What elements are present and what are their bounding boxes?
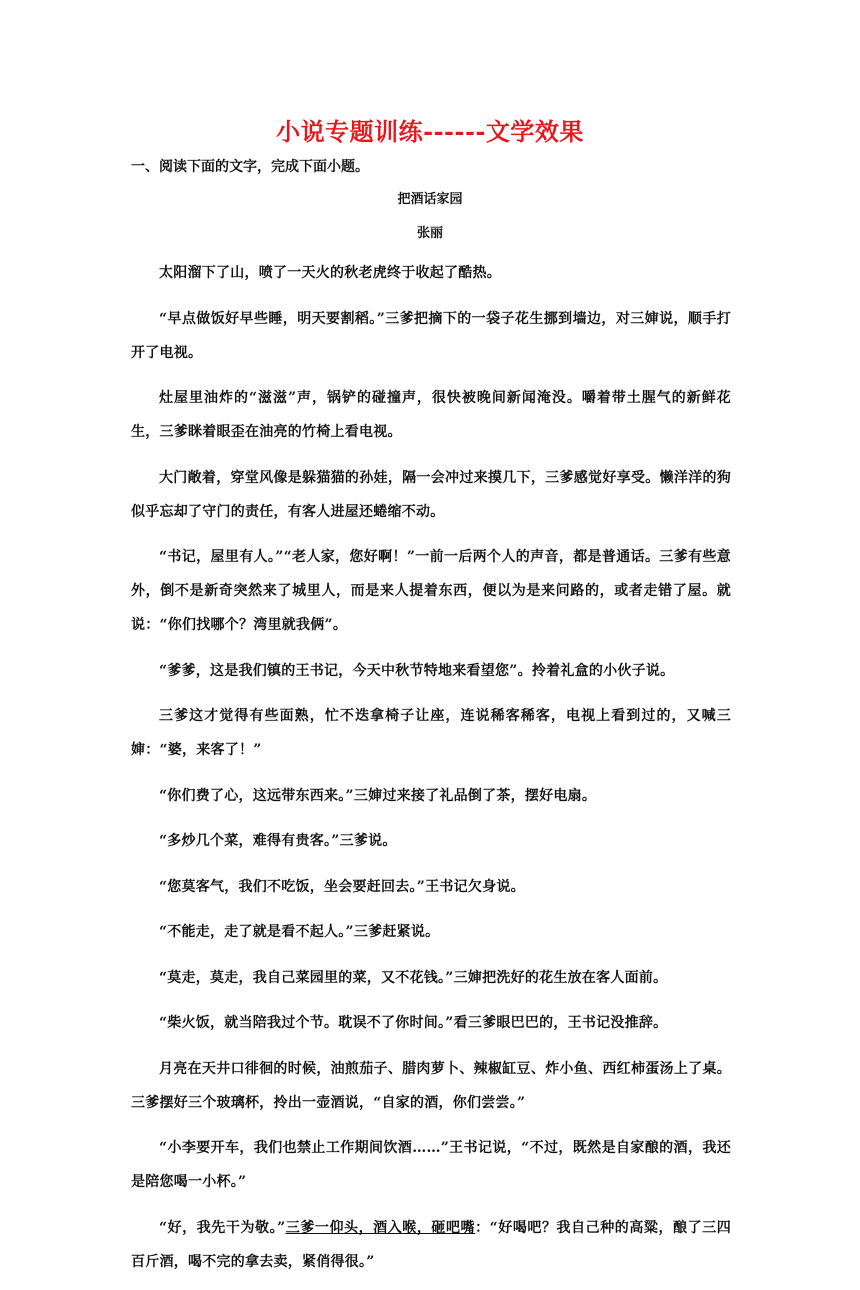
- last-paragraph-end: ：“好喝吧？我自己种的高粱，酿了三四百斤酒，喝不完的拿去卖，紧俏得很。”: [131, 1219, 731, 1270]
- paragraph: “早点做饭好早些睡，明天要割稻。”三爹把摘下的一袋子花生挪到墙边，对三婶说，顺手打开了电视。: [131, 310, 731, 361]
- paragraph: “您莫客气，我们不吃饭，坐会要赶回去。”王书记欠身说。: [159, 878, 525, 895]
- paragraph: 月亮在天井口徘徊的时候，油煎茄子、腊肉萝卜、辣椒缸豆、炸小鱼、西红柿蛋汤上了桌。三爹摆好三个玻璃杯，拎出一壶酒说，“自家的酒，你们尝尝。”: [131, 1060, 731, 1111]
- story-body: [131, 256, 731, 1290]
- paragraph: 大门敞着，穿堂风像是躲猫猫的孙娃，隔一会冲过来摸几下，三爹感觉好享受。懒洋洋的狗似乎忘却了守门的责任，有客人进屋还蜷缩不动。: [131, 469, 731, 520]
- story-author: 张丽: [416, 226, 443, 241]
- underlined-sentence: 三爹一仰头，酒入喉，砸吧嘴: [285, 1219, 476, 1236]
- paragraph: 太阳溜下了山，喷了一天火的秋老虎终于收起了酷热。: [159, 265, 501, 281]
- paragraph: “你们费了心，这远带东西来。”三婶过来接了礼品倒了茶，摆好电扇。: [159, 787, 597, 804]
- paragraph: “书记，屋里有人。”“老人家，您好啊！”一前一后两个人的声音，都是普通话。三爹有些意外，倒不是新奇突然来了城里人，而是来人提着东西，便以为是来问路的，或者走错了屋。就说：“你们找哪个？湾里就我俩”。: [131, 549, 731, 633]
- last-paragraph: [131, 1211, 731, 1279]
- paragraph: “爹爹，这是我们镇的王书记，今天中秋节特地来看望您”。拎着礼盒的小伙子说。: [159, 662, 675, 679]
- last-paragraph-start: “好，我先干为敬。”: [159, 1219, 286, 1236]
- paragraph: 三爹这才觉得有些面熟，忙不迭拿椅子让座，连说稀客稀客，电视上看到过的，又喊三婶：“婆，来客了！”: [131, 708, 731, 758]
- paragraph: “柴火饭，就当陪我过个节。耽误不了你时间。”看三爹眼巴巴的，王书记没推辞。: [159, 1015, 668, 1031]
- paragraph: “小李要开车，我们也禁止工作期间饮酒……”王书记说，“不过，既然是自家酿的酒，我还是陪您喝一小杯。”: [131, 1140, 731, 1190]
- paragraph: “不能走，走了就是看不起人。”三爹赶紧说。: [159, 924, 440, 940]
- paragraph: “多炒几个菜，难得有贵客。”三爹说。: [159, 833, 397, 849]
- story-title: 把酒话家园: [397, 192, 463, 207]
- paragraph: “莫走，莫走，我自己菜园里的菜，又不花钱。”三婶把洗好的花生放在客人面前。: [159, 969, 668, 986]
- paragraph: 灶屋里油炸的“滋滋”声，锅铲的碰撞声，很快被晚间新闻淹没。嚼着带土腥气的新鲜花生，三爹眯着眼歪在油亮的竹椅上看电视。: [131, 390, 731, 440]
- question-instruction: 一、阅读下面的文字，完成下面小题。: [131, 159, 369, 175]
- document-title: 小说专题训练------文学效果: [276, 117, 584, 146]
